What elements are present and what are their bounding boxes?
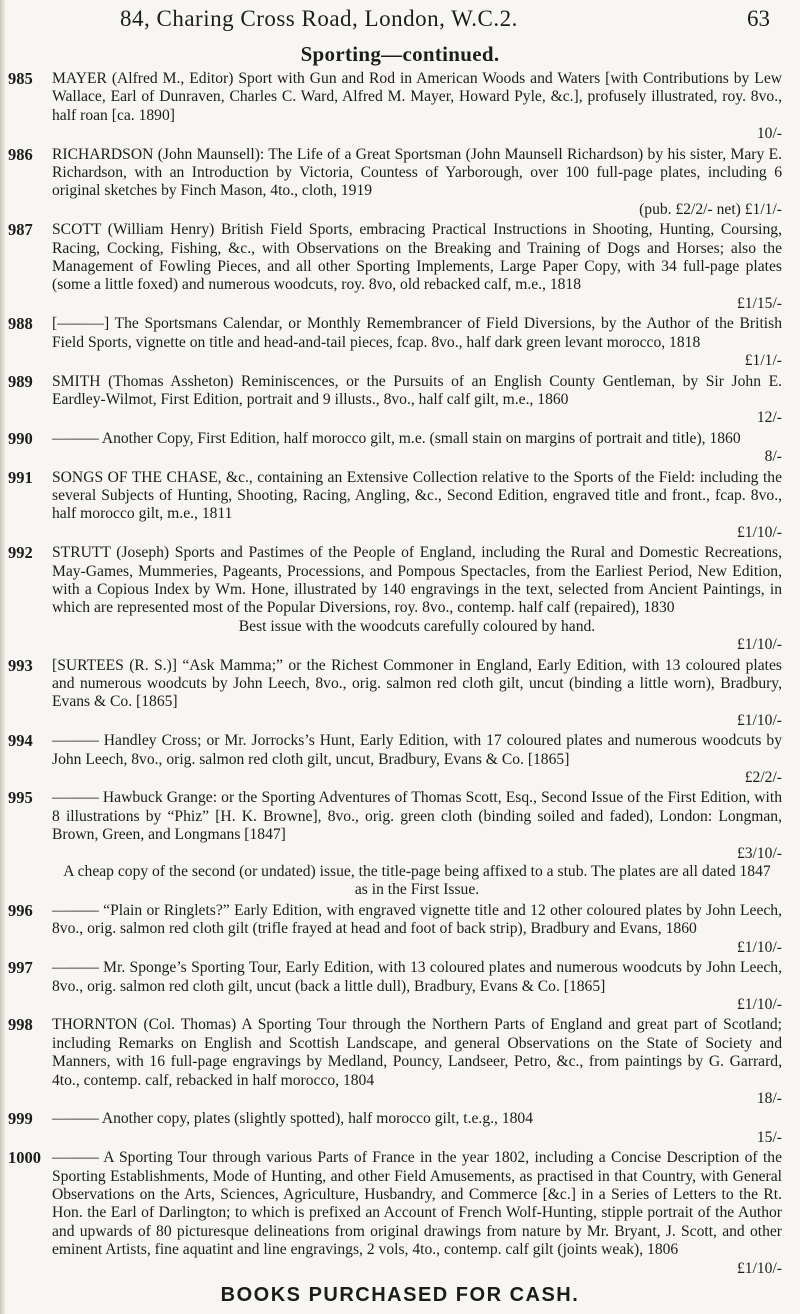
entry-text: ——— “Plain or Ringlets?” Early Edition, with engraved vignette title and 12 other coloured plates by John Leech, 8vo., orig. salmon red cloth gilt (trifle frayed at head and foot of back strip), Bradbury and Evans, 1860 bbox=[52, 901, 782, 938]
catalogue-entry bbox=[8, 789, 782, 899]
catalogue-entry bbox=[8, 70, 782, 144]
catalogue-entry bbox=[8, 1110, 782, 1147]
entry-price: £3/10/- bbox=[736, 844, 782, 862]
entry-price: £1/10/- bbox=[736, 636, 782, 654]
entry-text: ——— Handley Cross; or Mr. Jorrocks’s Hunt, Early Edition, with 17 coloured plates and numerous woodcuts by John Leech, 8vo., orig. salmon red cloth gilt, uncut, Bradbury, Evans & Co. [1865] bbox=[52, 732, 782, 768]
entry-text: RICHARDSON (John Maunsell): The Life of a Great Sportsman (John Maunsell Richardson) by his sister, Mary E. Richardson, with an Introduction by Victoria, Countess of Yarborough, over 100 full-page plates, including 6 original sketches by Finch Mason, 4to., cloth, 1919 bbox=[52, 145, 782, 200]
entry-number: 994 bbox=[8, 731, 33, 751]
catalogue-entry bbox=[8, 469, 782, 543]
catalogue-entry bbox=[8, 959, 782, 1014]
entry-number: 987 bbox=[8, 220, 33, 240]
entry-price: £1/10/- bbox=[736, 938, 782, 956]
entry-number: 997 bbox=[8, 958, 33, 978]
entry-number: 986 bbox=[8, 144, 33, 164]
catalogue-entry bbox=[8, 544, 782, 654]
catalogue-entry bbox=[8, 373, 782, 428]
entry-text: MAYER (Alfred M., Editor) Sport with Gun and Rod in American Woods and Waters [with Contributions by Lew Wallace, Earl of Dunraven, Charles C. Ward, Alfred M. Mayer, Howard Pyle, &c.], profusely illustrated, roy. 8vo., half roan [ca. 1890] bbox=[52, 70, 782, 124]
entry-text: ——— Hawbuck Grange: or the Sporting Adventures of Thomas Scott, Esq., Second Issue of the First Edition, with 8 illustrations by “Phiz” [H. K. Browne], 8vo., orig. green cloth (binding soiled and faded), London: Longman, Brown, Green, and Longmans [1847] bbox=[52, 789, 782, 844]
entry-price: £1/10/- bbox=[736, 523, 782, 541]
entry-number: 985 bbox=[8, 69, 33, 88]
entry-price: £1/10/- bbox=[736, 995, 782, 1013]
entry-text: THORNTON (Col. Thomas) A Sporting Tour through the Northern Parts of England and great part of Scotland; including Remarks on English and Scottish Landscape, and general Observations on the State of Society and Manners, with 16 full-page engravings by Medland, Pouncy, Landseer, Petro, &c., from paintings by G. Garrard, 4to., contemp. calf, rebacked in half morocco, 1804 bbox=[52, 1016, 782, 1089]
catalogue-entries bbox=[8, 70, 782, 1280]
entry-text: [———] The Sportsmans Calendar, or Monthly Remembrancer of Field Diversions, by the Author of the British Field Sports, vignette on title and head-and-tail pieces, fcap. 8vo., half dark green levant morocco, 1818 bbox=[52, 315, 782, 351]
entry-price: 10/- bbox=[756, 125, 782, 143]
page-number: 63 bbox=[747, 6, 770, 31]
entry-note: Best issue with the woodcuts carefully coloured by hand. bbox=[238, 617, 596, 635]
entry-price: £2/2/- bbox=[744, 769, 782, 787]
entry-text: SCOTT (William Henry) British Field Sports, embracing Practical Instructions in Shooting, Hunting, Coursing, Racing, Cocking, Fishing, &c., with Observations on the Breaking and Training of Dogs and Horses; also the Management of Fowling Pieces, and all other Sporting Implements, Large Paper Copy, with 34 full-page plates (some a little foxed) and numerous woodcuts, roy. 8vo, old rebacked calf, m.e., 1818 bbox=[52, 221, 782, 294]
entry-number: 993 bbox=[8, 655, 33, 675]
catalogue-entry bbox=[8, 732, 782, 787]
entry-text: [SURTEES (R. S.)] “Ask Mamma;” or the Richest Commoner in England, Early Edition, with 13 coloured plates and numerous woodcuts by John Leech, 8vo., orig. salmon red cloth gilt, uncut (binding a little worn), Bradbury, Evans & Co. [1865] bbox=[52, 656, 782, 711]
entry-text: STRUTT (Joseph) Sports and Pastimes of the People of England, including the Rural and Domestic Recreations, May-Games, Mummeries, Pageants, Processions, and Pompous Spectacles, from the Earliest Period, New Edition, with a Copious Index by Wm. Hone, illustrated by 140 engravings in the text, selected from Ancient Paintings, in which are represented most of the Popular Diversions, roy. 8vo., contemp. half calf (repaired), 1830 bbox=[52, 544, 782, 617]
entry-number: 995 bbox=[8, 788, 33, 808]
entry-text: ——— Another copy, plates (slightly spotted), half morocco gilt, t.e.g., 1804 bbox=[52, 1110, 534, 1128]
page-edge-shadow bbox=[0, 0, 5, 1314]
entry-price: £1/10/- bbox=[736, 1259, 782, 1277]
header-address: 84, Charing Cross Road, London, W.C.2. bbox=[120, 6, 518, 31]
entry-text: ——— Mr. Sponge’s Sporting Tour, Early Edition, with 13 coloured plates and numerous woodcuts by John Leech, 8vo., orig. salmon red cloth gilt, uncut (back a little dull), Bradbury, Evans & Co. [1865] bbox=[52, 959, 782, 995]
entry-price: £1/1/- bbox=[744, 352, 782, 370]
entry-number: 998 bbox=[8, 1015, 33, 1035]
entry-text: SMITH (Thomas Assheton) Reminiscences, or the Pursuits of an English County Gentleman, by Sir John E. Eardley-Wilmot, First Edition, portrait and 9 illusts., 8vo., half calf gilt, m.e., 1860 bbox=[52, 372, 782, 408]
catalogue-entry bbox=[8, 146, 782, 220]
running-header bbox=[120, 6, 770, 40]
catalogue-entry bbox=[8, 430, 782, 467]
entry-number: 991 bbox=[8, 467, 33, 487]
catalogue-entry bbox=[8, 1016, 782, 1108]
catalogue-entry bbox=[8, 902, 782, 957]
entry-price: 8/- bbox=[764, 448, 782, 466]
section-title: Sporting—continued. bbox=[300, 42, 500, 66]
entry-number: 988 bbox=[8, 314, 33, 334]
catalogue-entry bbox=[8, 315, 782, 370]
entry-text: ——— A Sporting Tour through various Parts of France in the year 1802, including a Concise Description of the Sporting Establishments, Mode of Hunting, and other Field Amusements, as practised in that Country, with General Observations on the Arts, Sciences, Agriculture, Husbandry, and Commerce [&c.] in a Series of Letters to the Rt. Hon. the Earl of Darlington; to which is prefixed an Account of French Wolf-Hunting, stipple portrait of the Author and upwards of 80 picturesque delineations from original drawings from nature by Mr. Bryant, J. Scott, and other eminent Artists, fine aquatint and line engravings, 2 vols, 4to., contemp. calf gilt (joints weak), 1806 bbox=[52, 1149, 782, 1259]
entry-price: £1/10/- bbox=[736, 711, 782, 729]
entry-price: 18/- bbox=[756, 1089, 782, 1107]
entry-number: 996 bbox=[8, 900, 33, 920]
entry-number: 999 bbox=[8, 1109, 33, 1129]
entry-number: 992 bbox=[8, 543, 33, 563]
catalogue-entry bbox=[8, 221, 782, 313]
catalogue-entry bbox=[8, 1149, 782, 1278]
entry-price: £1/15/- bbox=[736, 294, 782, 312]
footer-notice: BOOKS PURCHASED FOR CASH. bbox=[220, 1284, 580, 1306]
entry-number: 990 bbox=[8, 428, 33, 448]
entry-price: 15/- bbox=[756, 1128, 782, 1146]
entry-number: 1000 bbox=[8, 1148, 41, 1168]
entry-price: (pub. £2/2/- net) £1/1/- bbox=[639, 200, 782, 218]
catalogue-entry bbox=[8, 657, 782, 731]
entry-price: 12/- bbox=[756, 409, 782, 427]
entry-text: SONGS OF THE CHASE, &c., containing an Extensive Collection relative to the Sports of the Field: including the several Subjects of Hunting, Shooting, Racing, Angling, &c., Second Edition, engraved title and front., fcap. 8vo., half morocco gilt, m.e., 1811 bbox=[52, 468, 782, 523]
entry-text: ——— Another Copy, First Edition, half morocco gilt, m.e. (small stain on margins of portrait and title), 1860 bbox=[52, 429, 741, 447]
entry-number: 989 bbox=[8, 371, 33, 391]
entry-note: A cheap copy of the second (or undated) issue, the title-page being affixed to a stub. The plates are all dated 1847 as in the First Issue. bbox=[63, 863, 771, 899]
